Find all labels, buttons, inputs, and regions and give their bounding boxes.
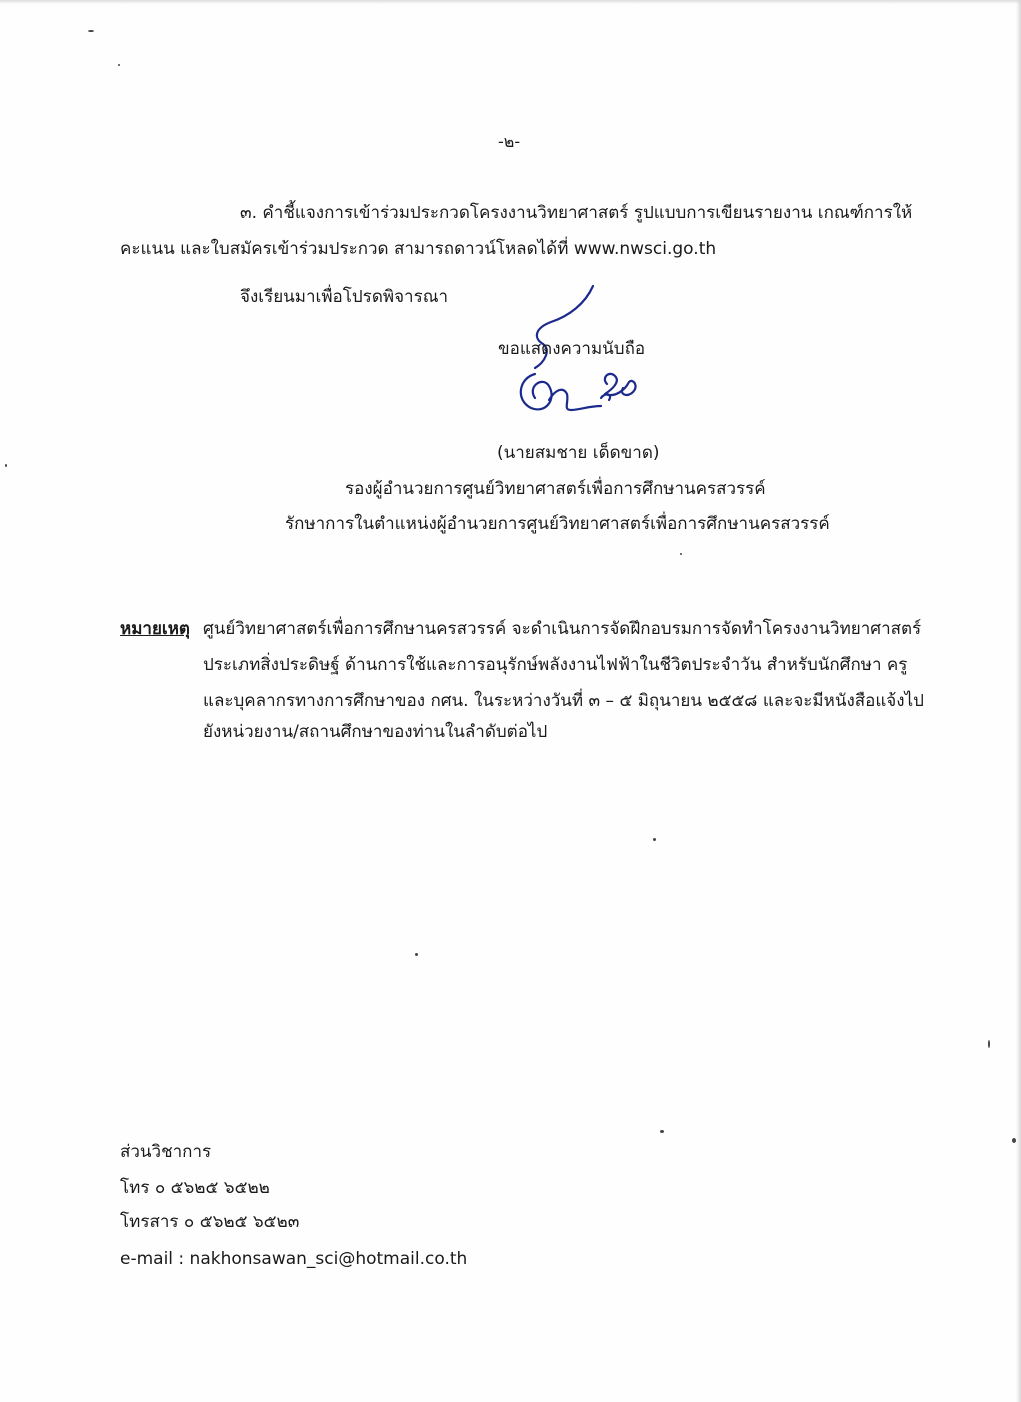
scan-speck	[653, 838, 656, 841]
item3-line1: ๓. คำชี้แจงการเข้าร่วมประกวดโครงงานวิทยาศาสตร์ รูปแบบการเขียนรายงาน เกณฑ์การให้	[240, 203, 913, 223]
scan-edge-top	[0, 0, 1021, 4]
contact-fax: โทรสาร ๐ ๕๖๒๕ ๖๕๒๓	[120, 1212, 300, 1232]
scan-speck	[415, 953, 418, 956]
scan-speck	[680, 553, 682, 555]
closing-text: จึงเรียนมาเพื่อโปรดพิจารณา	[240, 287, 449, 307]
signer-position-line2: รักษาการในตำแหน่งผู้อำนวยการศูนย์วิทยาศาสตร์เพื่อการศึกษานครสวรรค์	[285, 514, 830, 534]
note-line1: ศูนย์วิทยาศาสตร์เพื่อการศึกษานครสวรรค์ จะดำเนินการจัดฝึกอบรมการจัดทำโครงงานวิทยาศาสตร์	[203, 619, 922, 639]
note-line4: ยังหน่วยงาน/สถานศึกษาของท่านในลำดับต่อไป	[203, 722, 548, 742]
scan-speck	[88, 30, 94, 32]
contact-department: ส่วนวิชาการ	[120, 1142, 212, 1162]
regards-text: ขอแสดงความนับถือ	[498, 339, 646, 359]
page-number: -๒-	[498, 132, 521, 151]
signer-name: (นายสมชาย เด็ดขาด)	[497, 443, 660, 463]
signer-position-line1: รองผู้อำนวยการศูนย์วิทยาศาสตร์เพื่อการศึกษานครสวรรค์	[345, 479, 766, 499]
note-label: หมายเหตุ	[120, 619, 190, 639]
contact-email: e-mail : nakhonsawan_sci@hotmail.co.th	[120, 1249, 468, 1269]
note-line2: ประเภทสิ่งประดิษฐ์ ด้านการใช้และการอนุรักษ์พลังงานไฟฟ้าในชีวิตประจำวัน สำหรับนักศึกษา ครู	[203, 655, 908, 675]
note-line3: และบุคลากรทางการศึกษาของ กศน. ในระหว่างวันที่ ๓ – ๕ มิถุนายน ๒๕๕๘ และจะมีหนังสือแจ้งไป	[203, 691, 924, 711]
contact-tel: โทร ๐ ๕๖๒๕ ๖๕๒๒	[120, 1178, 270, 1198]
scan-speck	[988, 1040, 990, 1048]
item3-line2: คะแนน และใบสมัครเข้าร่วมประกวด สามารถดาวน์โหลดได้ที่ www.nwsci.go.th	[120, 239, 717, 259]
scan-speck	[660, 1130, 664, 1133]
scan-speck	[5, 464, 7, 467]
scan-speck	[1012, 1138, 1016, 1143]
scan-edge-right	[1016, 0, 1021, 1402]
scan-speck	[118, 64, 120, 66]
